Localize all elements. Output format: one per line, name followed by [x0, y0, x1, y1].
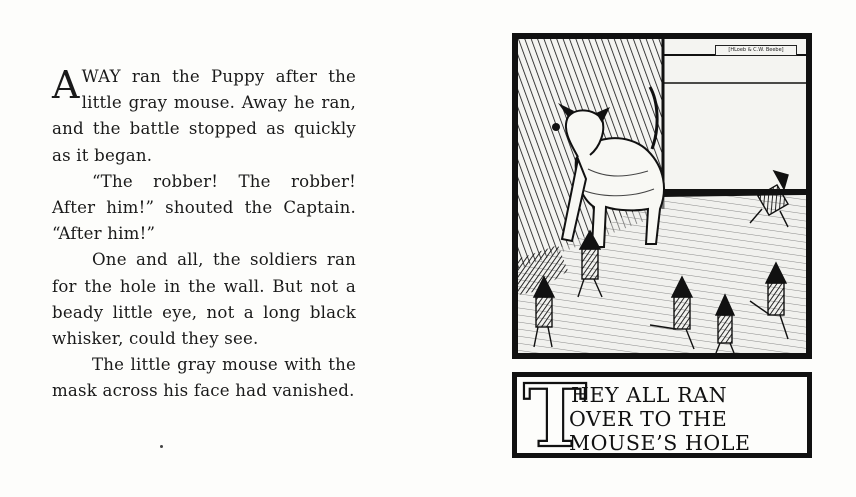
wall-right	[663, 39, 806, 189]
caption-line-3: MOUSE’S HOLE	[569, 431, 751, 455]
caption-initial-letter: T	[523, 372, 587, 458]
opening-word: WAY	[81, 67, 121, 86]
caption-text	[569, 383, 805, 455]
story-paragraph-4: The little gray mouse with the mask across his face had vanished.	[52, 355, 356, 401]
ink-speck	[160, 445, 163, 448]
drop-cap-letter: A	[52, 63, 80, 107]
puppy-soldiers-drawing	[518, 39, 806, 353]
story-paragraph-1	[52, 64, 356, 169]
artist-signature: [HLoeb & C.W. Beebe]	[715, 45, 797, 56]
caption-line-1: HEY ALL RAN	[571, 383, 728, 407]
story-text	[52, 64, 356, 405]
paragraph-1-text: ran the Puppy after the little gray mouse. Away he ran, and the battle stopped as quickly as it began.	[52, 67, 356, 165]
illustration-panel	[512, 33, 812, 359]
story-paragraph-2: “The robber! The robber! After him!” shouted the Captain. “After him!”	[52, 171, 356, 244]
caption-line-2: OVER TO THE	[569, 407, 728, 431]
illustration-caption	[512, 372, 812, 458]
story-paragraph-3: One and all, the soldiers ran for the hole in the wall. But not a beady little eye, not a long black whisker, could they see.	[52, 250, 356, 349]
